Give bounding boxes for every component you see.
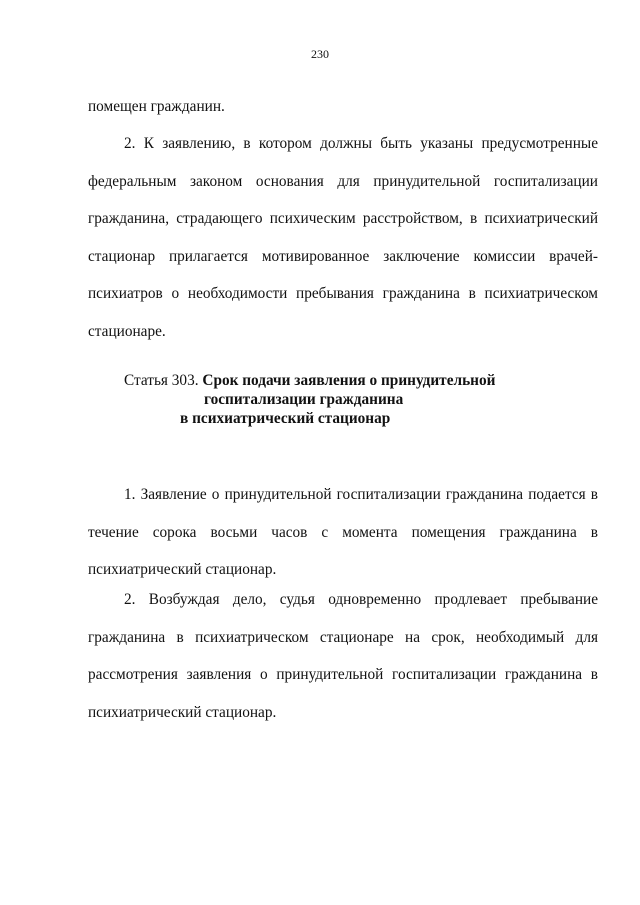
paragraph-item-2-application-contents: 2. К заявлению, в котором должны быть указаны предусмотренные федеральным законом основания для принудительной госпитализации гражданина, страдающего психическим расстройством, в психиатрический стационар прилагается мотивированное заключение комиссии врачей-психиатров о необходимости пребывания гражданина в психиатрическом стационаре.	[88, 135, 598, 340]
paragraph-item-2-judge-extends-stay: 2. Возбуждая дело, судья одновременно продлевает пребывание гражданина в психиатрическом стационаре на срок, необходимый для рассмотрения заявления о принудительной госпитализации гражданина в психиатрический стационар.	[88, 591, 598, 721]
page-number: 230	[311, 47, 329, 61]
article-heading	[124, 371, 594, 428]
article-title-line-2: госпитализации гражданина	[204, 391, 404, 408]
paragraph-item-1-filing-deadline: 1. Заявление о принудительной госпитализации гражданина подается в течение сорока восьми часов с момента помещения гражданина в психиатрический стационар.	[88, 486, 598, 578]
article-title-line-3: в психиатрический стационар	[180, 410, 391, 427]
article-number: Статья 303.	[124, 372, 199, 389]
article-title-line-1: Срок подачи заявления о принудительной	[202, 372, 496, 389]
article-heading-line-1	[124, 371, 594, 390]
paragraph-continuation: помещен гражданин.	[88, 98, 225, 115]
